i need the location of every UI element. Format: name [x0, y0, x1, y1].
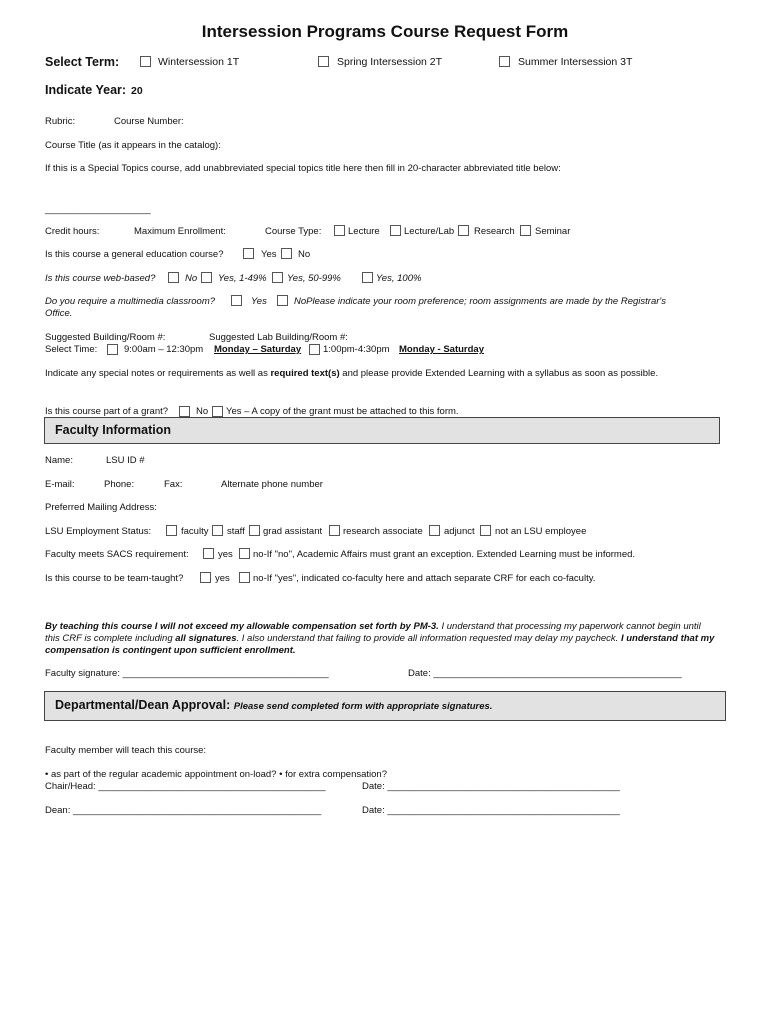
special-notes [45, 368, 658, 379]
statement-part-1: By teaching this course I will not exceed my allowable compensation set forth by PM-3. [45, 621, 439, 632]
dept-approval-title [55, 698, 492, 712]
time-afternoon-label: 1:00pm-4:30pm [323, 344, 390, 355]
team-taught-label: Is this course to be team-taught? [45, 573, 184, 584]
term-option-2: Spring Intersession 2T [337, 56, 443, 68]
type-lecture-label: Lecture [348, 226, 380, 237]
emp-research-label: research associate [343, 526, 423, 537]
sacs-yes-checkbox[interactable] [203, 548, 214, 559]
fax-label: Fax: [164, 479, 183, 490]
web-50-99-label: Yes, 50-99% [287, 273, 341, 284]
type-research-checkbox[interactable] [458, 225, 469, 236]
web-based-label: Is this course web-based? [45, 273, 156, 284]
term-wintersession-checkbox[interactable] [140, 56, 151, 67]
course-title-label: Course Title (as it appears in the catalog): [45, 140, 221, 151]
sacs-no-checkbox[interactable] [239, 548, 250, 559]
gen-ed-label: Is this course a general education course? [45, 249, 224, 260]
web-no-checkbox[interactable] [168, 272, 179, 283]
building-room-label: Suggested Building/Room #: [45, 332, 166, 343]
term-option-1: Wintersession 1T [158, 56, 240, 68]
course-type-label: Course Type: [265, 226, 322, 237]
faculty-date-line[interactable]: Date: _______________________________________________ [408, 668, 682, 679]
gen-ed-no-label: No [298, 249, 311, 260]
type-research-label: Research [474, 226, 515, 237]
course-number-label: Course Number: [114, 116, 184, 127]
dean-signature-line[interactable]: Dean: _______________________________________________ [45, 805, 322, 816]
team-yes-checkbox[interactable] [200, 572, 211, 583]
multimedia-cont: Office. [45, 308, 73, 319]
term-summer-checkbox[interactable] [499, 56, 510, 67]
time-morning-label: 9:00am – 12:30pm [124, 344, 204, 355]
year-value[interactable]: 20 [131, 85, 143, 97]
multimedia-no-checkbox[interactable] [277, 295, 288, 306]
faculty-information-title: Faculty Information [55, 423, 171, 437]
team-no-checkbox[interactable] [239, 572, 250, 583]
emp-staff-checkbox[interactable] [212, 525, 223, 536]
special-topics-label: If this is a Special Topics course, add unabbreviated special topics title here then fill in 20-character abbreviated title below: [45, 163, 561, 174]
chair-date-line[interactable]: Date: ____________________________________________ [362, 781, 620, 792]
emp-research-checkbox[interactable] [329, 525, 340, 536]
type-seminar-label: Seminar [535, 226, 571, 237]
load-options: • as part of the regular academic appointment on-load? • for extra compensation? [45, 769, 387, 780]
grant-no-label: No [196, 406, 209, 417]
gen-ed-no-checkbox[interactable] [281, 248, 292, 259]
time-morning-days: Monday – Saturday [214, 344, 302, 355]
statement-part-5: I understand that my compensation is contingent upon sufficient enrollment. [45, 633, 715, 656]
lab-room-label: Suggested Lab Building/Room #: [209, 332, 348, 343]
email-label: E-mail: [45, 479, 75, 490]
sacs-yes-label: yes [218, 549, 233, 560]
special-notes-post: and please provide Extended Learning with a syllabus as soon as possible. [339, 368, 659, 379]
multimedia-yes-checkbox[interactable] [231, 295, 242, 306]
teach-label: Faculty member will teach this course: [45, 745, 207, 756]
year-label: Indicate Year: [45, 83, 127, 97]
emp-faculty-label: faculty [181, 526, 209, 537]
type-lecture-lab-checkbox[interactable] [390, 225, 401, 236]
phone-label: Phone: [104, 479, 135, 490]
term-option-3: Summer Intersession 3T [518, 56, 633, 68]
statement-part-2: I understand that processing my paperwork cannot begin until this CRF is complete including [45, 621, 701, 644]
web-50-99-checkbox[interactable] [272, 272, 283, 283]
team-no-label: no-If "yes", indicated co-faculty here and attach separate CRF for each co-faculty. [253, 573, 596, 584]
type-lecture-lab-label: Lecture/Lab [404, 226, 455, 237]
max-enrollment-label: Maximum Enrollment: [134, 226, 226, 237]
employment-label: LSU Employment Status: [45, 526, 152, 537]
alt-phone-label: Alternate phone number [221, 479, 323, 490]
dept-approval-header [44, 691, 726, 721]
time-morning-checkbox[interactable] [107, 344, 118, 355]
emp-grad-label: grad assistant [263, 526, 323, 537]
time-afternoon-days: Monday - Saturday [399, 344, 484, 355]
emp-grad-checkbox[interactable] [249, 525, 260, 536]
sacs-no-label: no-If "no", Academic Affairs must grant an exception. Extended Learning must be informed. [253, 549, 636, 560]
credit-hours-label: Credit hours: [45, 226, 100, 237]
type-seminar-checkbox[interactable] [520, 225, 531, 236]
grant-yes-label: Yes – A copy of the grant must be attached to this form. [226, 406, 459, 417]
team-yes-label: yes [215, 573, 230, 584]
name-label: Name: [45, 455, 73, 466]
abbrev-title-line[interactable]: ____________________ [45, 204, 151, 215]
dean-date-line[interactable]: Date: ____________________________________________ [362, 805, 620, 816]
term-label: Select Term: [45, 55, 120, 69]
multimedia-yes-label: Yes [251, 296, 267, 307]
dept-approval-note: Please send completed form with appropriate signatures. [233, 701, 493, 712]
faculty-signature-line[interactable]: Faculty signature: _______________________________________ [45, 668, 329, 679]
web-no-label: No [185, 273, 198, 284]
chair-signature-line[interactable]: Chair/Head: ___________________________________________ [45, 781, 326, 792]
multimedia-no-label: NoPlease indicate your room preference; room assignments are made by the Registrar's [294, 296, 666, 307]
mailing-address-label: Preferred Mailing Address: [45, 502, 157, 513]
special-notes-pre: Indicate any special notes or requirements as well as [45, 368, 271, 379]
emp-staff-label: staff [227, 526, 245, 537]
rubric-label: Rubric: [45, 116, 76, 127]
time-afternoon-checkbox[interactable] [309, 344, 320, 355]
web-1-49-label: Yes, 1-49% [218, 273, 267, 284]
web-1-49-checkbox[interactable] [201, 272, 212, 283]
web-100-checkbox[interactable] [362, 272, 373, 283]
compensation-statement [45, 621, 717, 657]
lsu-id-label: LSU ID # [106, 455, 145, 466]
page-title: Intersession Programs Course Request Form [201, 22, 569, 41]
emp-faculty-checkbox[interactable] [166, 525, 177, 536]
grant-label: Is this course part of a grant? [45, 406, 169, 417]
emp-adjunct-checkbox[interactable] [429, 525, 440, 536]
multimedia-label: Do you require a multimedia classroom? [45, 296, 216, 307]
grant-yes-checkbox[interactable] [212, 406, 223, 417]
term-spring-checkbox[interactable] [318, 56, 329, 67]
statement-part-3: all signatures [175, 633, 237, 644]
dept-approval-label: Departmental/Dean Approval: [55, 698, 231, 712]
sacs-label: Faculty meets SACS requirement: [45, 549, 189, 560]
statement-part-4: . I also understand that failing to provide all information requested may delay my paycheck. [236, 633, 621, 644]
type-lecture-checkbox[interactable] [334, 225, 345, 236]
special-notes-bold: required text(s) [270, 368, 340, 379]
time-label: Select Time: [45, 344, 98, 355]
web-100-label: Yes, 100% [376, 273, 422, 284]
emp-not-lsu-checkbox[interactable] [480, 525, 491, 536]
faculty-information-header [44, 417, 720, 444]
emp-not-lsu-label: not an LSU employee [495, 526, 587, 537]
gen-ed-yes-checkbox[interactable] [243, 248, 254, 259]
gen-ed-yes-label: Yes [261, 249, 277, 260]
emp-adjunct-label: adjunct [444, 526, 475, 537]
grant-no-checkbox[interactable] [179, 406, 190, 417]
